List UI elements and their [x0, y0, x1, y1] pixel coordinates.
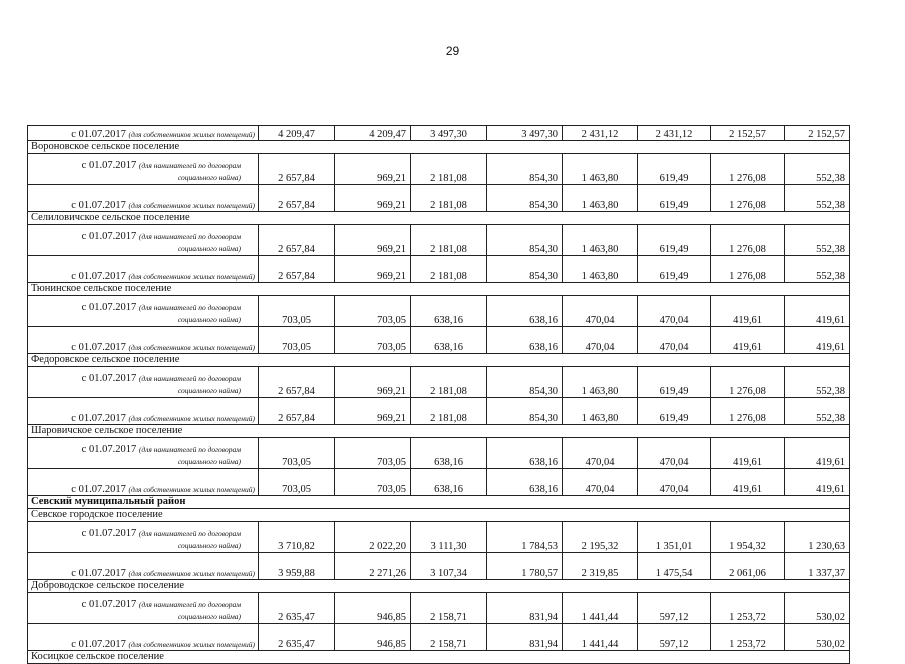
- table-cell: 1 463,80: [563, 398, 638, 425]
- table-cell: 552,38: [785, 256, 850, 283]
- table-cell: 2 181,08: [411, 398, 487, 425]
- table-cell: 1 441,44: [563, 593, 638, 624]
- row-label-tenants: [28, 593, 259, 624]
- table-cell: 552,38: [785, 367, 850, 398]
- label-note: социального найма): [177, 457, 241, 466]
- table-cell: 703,05: [335, 296, 411, 327]
- section-row: [28, 651, 850, 664]
- row-label-owners: [28, 185, 259, 212]
- section-row: [28, 354, 850, 367]
- table-cell: 969,21: [335, 398, 411, 425]
- table-cell: 946,85: [335, 624, 411, 651]
- table-cell: 597,12: [638, 593, 711, 624]
- table-cell: 703,05: [259, 469, 335, 496]
- table-row: [28, 438, 850, 469]
- table-cell: 470,04: [563, 327, 638, 354]
- table-cell: 638,16: [411, 327, 487, 354]
- table-cell: 552,38: [785, 154, 850, 185]
- table-cell: 470,04: [563, 438, 638, 469]
- table-cell: 2 181,08: [411, 154, 487, 185]
- table-cell: 419,61: [785, 296, 850, 327]
- table-cell: 946,85: [335, 593, 411, 624]
- label-note: (для собственников жилых помещений): [128, 414, 255, 423]
- table-row: [28, 296, 850, 327]
- table-cell: 1 253,72: [711, 624, 785, 651]
- table-cell: 2 431,12: [563, 126, 638, 141]
- table-cell: 1 276,08: [711, 225, 785, 256]
- table-row: [28, 522, 850, 553]
- table-cell: 638,16: [411, 469, 487, 496]
- table-cell: 1 463,80: [563, 225, 638, 256]
- table-cell: 969,21: [335, 185, 411, 212]
- label-line-1: [31, 373, 255, 385]
- label-date: с 01.07.2017: [71, 271, 129, 282]
- table-cell: 969,21: [335, 256, 411, 283]
- label-date: с 01.07.2017: [81, 373, 139, 384]
- table-cell: 638,16: [487, 438, 563, 469]
- table-cell: 638,16: [487, 327, 563, 354]
- table-cell: 2 271,26: [335, 553, 411, 580]
- table-cell: 2 181,08: [411, 256, 487, 283]
- table-cell: 854,30: [487, 398, 563, 425]
- table-cell: 3 497,30: [487, 126, 563, 141]
- table-cell: 638,16: [411, 296, 487, 327]
- table-cell: 1 463,80: [563, 256, 638, 283]
- section-row: [28, 580, 850, 593]
- label-date: с 01.07.2017: [71, 484, 129, 495]
- table-cell: 597,12: [638, 624, 711, 651]
- table-cell: 4 209,47: [259, 126, 335, 141]
- table-cell: 3 710,82: [259, 522, 335, 553]
- table-cell: 419,61: [711, 327, 785, 354]
- tariff-table: [27, 125, 850, 664]
- table-cell: 1 276,08: [711, 256, 785, 283]
- settlement-title: Севское городское поселение: [28, 509, 850, 522]
- label-note: (для нанимателей по договорам: [138, 232, 241, 241]
- label-line-1: [31, 160, 255, 172]
- row-label-tenants: [28, 154, 259, 185]
- table-cell: 552,38: [785, 185, 850, 212]
- table-cell: 969,21: [335, 154, 411, 185]
- row-label-tenants: [28, 367, 259, 398]
- label-note: (для нанимателей по договорам: [138, 161, 241, 170]
- label-note: социального найма): [177, 612, 241, 621]
- table-cell: 1 954,32: [711, 522, 785, 553]
- label-date: с 01.07.2017: [81, 599, 139, 610]
- label-note: социального найма): [177, 173, 241, 182]
- row-label-owners: [28, 469, 259, 496]
- label-date: с 01.07.2017: [81, 231, 139, 242]
- table-cell: 419,61: [711, 296, 785, 327]
- table-cell: 3 497,30: [411, 126, 487, 141]
- table-cell: 2 657,84: [259, 367, 335, 398]
- table-cell: 470,04: [638, 327, 711, 354]
- table-cell: 703,05: [259, 438, 335, 469]
- settlement-title: Вороновское сельское поселение: [28, 141, 850, 154]
- label-line-2: [31, 540, 255, 552]
- table-cell: 419,61: [711, 438, 785, 469]
- table-cell: 530,02: [785, 593, 850, 624]
- table-cell: 2 152,57: [711, 126, 785, 141]
- table-cell: 419,61: [785, 469, 850, 496]
- table-cell: 1 230,63: [785, 522, 850, 553]
- label-note: (для собственников жилых помещений): [128, 272, 255, 281]
- section-row: [28, 425, 850, 438]
- table-cell: 2 061,06: [711, 553, 785, 580]
- table-row: [28, 327, 850, 354]
- label-line-2: [31, 243, 255, 255]
- label-line-1: [31, 302, 255, 314]
- tariff-table-body: [28, 126, 850, 664]
- table-cell: 1 780,57: [487, 553, 563, 580]
- label-note: (для собственников жилых помещений): [128, 343, 255, 352]
- row-label-owners: [28, 553, 259, 580]
- table-cell: 4 209,47: [335, 126, 411, 141]
- table-cell: 470,04: [638, 296, 711, 327]
- table-row: [28, 553, 850, 580]
- row-label-owners: [28, 327, 259, 354]
- table-cell: 470,04: [638, 469, 711, 496]
- table-cell: 2 431,12: [638, 126, 711, 141]
- table-row: [28, 154, 850, 185]
- label-line-2: [31, 611, 255, 623]
- page-number: 29: [445, 44, 460, 58]
- row-label-tenants: [28, 296, 259, 327]
- table-cell: 1 276,08: [711, 398, 785, 425]
- table-cell: 470,04: [563, 469, 638, 496]
- table-cell: 530,02: [785, 624, 850, 651]
- label-note: (для нанимателей по договорам: [138, 529, 241, 538]
- row-label-tenants: [28, 522, 259, 553]
- table-cell: 854,30: [487, 367, 563, 398]
- label-note: (для собственников жилых помещений): [128, 130, 255, 139]
- table-row: [28, 593, 850, 624]
- table-cell: 703,05: [335, 438, 411, 469]
- label-line-2: [31, 314, 255, 326]
- table-cell: 2 657,84: [259, 398, 335, 425]
- table-cell: 1 276,08: [711, 185, 785, 212]
- table-cell: 638,16: [487, 469, 563, 496]
- label-note: (для нанимателей по договорам: [138, 600, 241, 609]
- label-date: с 01.07.2017: [81, 528, 139, 539]
- table-cell: 619,49: [638, 225, 711, 256]
- table-cell: 2 158,71: [411, 624, 487, 651]
- table-cell: 969,21: [335, 225, 411, 256]
- row-label-owners: [28, 398, 259, 425]
- label-line-1: [31, 231, 255, 243]
- table-cell: 619,49: [638, 398, 711, 425]
- settlement-title: Федоровское сельское поселение: [28, 354, 850, 367]
- table-cell: 2 181,08: [411, 185, 487, 212]
- table-cell: 703,05: [259, 296, 335, 327]
- table-cell: 1 784,53: [487, 522, 563, 553]
- table-cell: 2 657,84: [259, 256, 335, 283]
- table-cell: 831,94: [487, 624, 563, 651]
- label-date: с 01.07.2017: [71, 568, 129, 579]
- table-row: [28, 367, 850, 398]
- label-date: с 01.07.2017: [71, 342, 129, 353]
- table-cell: 419,61: [785, 327, 850, 354]
- table-row: [28, 398, 850, 425]
- label-note: (для собственников жилых помещений): [128, 201, 255, 210]
- table-row: [28, 256, 850, 283]
- row-label-tenants: [28, 438, 259, 469]
- label-line-2: [31, 456, 255, 468]
- row-label-owners: [28, 624, 259, 651]
- table-cell: 552,38: [785, 398, 850, 425]
- table-cell: 619,49: [638, 154, 711, 185]
- table-cell: 3 111,30: [411, 522, 487, 553]
- section-row: [28, 509, 850, 522]
- table-cell: 1 463,80: [563, 154, 638, 185]
- settlement-title: Доброводское сельское поселение: [28, 580, 850, 593]
- label-date: с 01.07.2017: [71, 639, 129, 650]
- label-date: с 01.07.2017: [81, 160, 139, 171]
- table-cell: 619,49: [638, 367, 711, 398]
- table-row: [28, 126, 850, 141]
- table-cell: 1 475,54: [638, 553, 711, 580]
- label-note: социального найма): [177, 541, 241, 550]
- label-line-1: [31, 528, 255, 540]
- label-date: с 01.07.2017: [81, 302, 139, 313]
- table-cell: 854,30: [487, 225, 563, 256]
- table-cell: 969,21: [335, 367, 411, 398]
- row-label-owners: [28, 256, 259, 283]
- label-note: (для нанимателей по договорам: [138, 303, 241, 312]
- section-row: [28, 283, 850, 296]
- label-note: социального найма): [177, 315, 241, 324]
- table-cell: 619,49: [638, 256, 711, 283]
- settlement-title: Селиловичское сельское поселение: [28, 212, 850, 225]
- label-date: с 01.07.2017: [71, 413, 129, 424]
- table-cell: 1 441,44: [563, 624, 638, 651]
- table-cell: 2 319,85: [563, 553, 638, 580]
- label-line-2: [31, 385, 255, 397]
- label-date: с 01.07.2017: [71, 200, 129, 211]
- table-cell: 1 337,37: [785, 553, 850, 580]
- label-line-1: [31, 599, 255, 611]
- label-note: социального найма): [177, 386, 241, 395]
- table-cell: 3 107,34: [411, 553, 487, 580]
- table-cell: 638,16: [487, 296, 563, 327]
- table-cell: 1 463,80: [563, 185, 638, 212]
- table-cell: 2 022,20: [335, 522, 411, 553]
- table-cell: 703,05: [335, 469, 411, 496]
- table-cell: 2 635,47: [259, 624, 335, 651]
- label-line-1: [31, 444, 255, 456]
- table-cell: 419,61: [785, 438, 850, 469]
- table-cell: 3 959,88: [259, 553, 335, 580]
- table-cell: 2 657,84: [259, 185, 335, 212]
- table-cell: 638,16: [411, 438, 487, 469]
- table-cell: 2 181,08: [411, 367, 487, 398]
- table-cell: 2 181,08: [411, 225, 487, 256]
- table-cell: 552,38: [785, 225, 850, 256]
- table-row: [28, 469, 850, 496]
- label-date: с 01.07.2017: [81, 444, 139, 455]
- section-row: [28, 496, 850, 509]
- table-row: [28, 225, 850, 256]
- table-row: [28, 624, 850, 651]
- table-cell: 2 635,47: [259, 593, 335, 624]
- settlement-title: Шаровичское сельское поселение: [28, 425, 850, 438]
- table-cell: 470,04: [638, 438, 711, 469]
- table-cell: 854,30: [487, 256, 563, 283]
- table-cell: 1 276,08: [711, 154, 785, 185]
- table-cell: 703,05: [335, 327, 411, 354]
- table-cell: 1 253,72: [711, 593, 785, 624]
- table-cell: 419,61: [711, 469, 785, 496]
- row-label-tenants: [28, 225, 259, 256]
- label-note: (для собственников жилых помещений): [128, 640, 255, 649]
- table-cell: 470,04: [563, 296, 638, 327]
- label-line-2: [31, 172, 255, 184]
- label-note: (для нанимателей по договорам: [138, 374, 241, 383]
- label-date: с 01.07.2017: [71, 129, 129, 140]
- table-cell: 1 276,08: [711, 367, 785, 398]
- district-title: Севский муниципальный район: [28, 496, 850, 509]
- table-cell: 2 657,84: [259, 154, 335, 185]
- table-cell: 2 158,71: [411, 593, 487, 624]
- label-note: (для собственников жилых помещений): [128, 485, 255, 494]
- table-cell: 2 657,84: [259, 225, 335, 256]
- settlement-title: Косицкое сельское поселение: [28, 651, 850, 664]
- section-row: [28, 141, 850, 154]
- section-row: [28, 212, 850, 225]
- settlement-title: Тюнинское сельское поселение: [28, 283, 850, 296]
- table-cell: 619,49: [638, 185, 711, 212]
- table-cell: 854,30: [487, 185, 563, 212]
- table-cell: 703,05: [259, 327, 335, 354]
- table-cell: 831,94: [487, 593, 563, 624]
- label-note: социального найма): [177, 244, 241, 253]
- table-row: [28, 185, 850, 212]
- table-cell: 2 152,57: [785, 126, 850, 141]
- row-label-owners: [28, 126, 259, 141]
- table-cell: 1 351,01: [638, 522, 711, 553]
- table-cell: 1 463,80: [563, 367, 638, 398]
- label-note: (для нанимателей по договорам: [138, 445, 241, 454]
- label-note: (для собственников жилых помещений): [128, 569, 255, 578]
- table-cell: 2 195,32: [563, 522, 638, 553]
- table-cell: 854,30: [487, 154, 563, 185]
